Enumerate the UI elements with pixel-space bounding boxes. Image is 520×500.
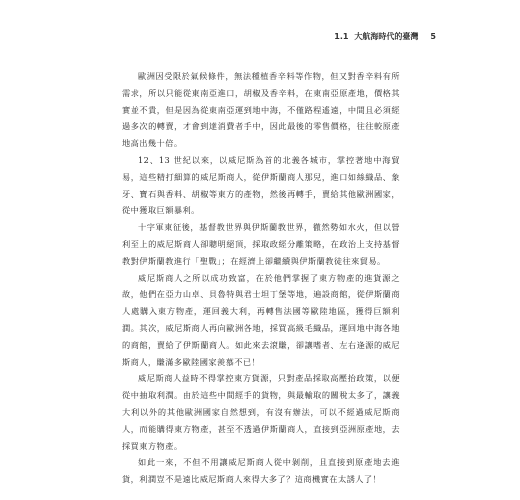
paragraph: 十字軍東征後，基督教世界與伊斯蘭教世界，徹然勢如水火，但以營利至上的威尼斯商人卻聰明絕頂，採取政經分離策略，在政治上支持基督教對伊斯蘭教進行「聖戰」；在經濟上卻繼續與伊斯蘭教徒往來貿易。 — [122, 222, 400, 266]
body-text — [122, 68, 400, 488]
paragraph: 歐洲因受限於氣候條件，無法種植香辛料等作物，但又對香辛料有所需求，所以只能從東南亞進口，胡椒及香辛料，在東南亞原產地，價格其實並不貴，但是因為從東南亞運到地中海，不僅路程遙遠，中間且必須經過多次的轉賣，才會到達消費者手中，因此最後的零售價格，往往較原產地高出幾十倍。 — [122, 71, 400, 149]
paragraph: 威尼斯商人益時不得掌控東方貨源，只對產品採取高壓抬政策，以便從中抽取利潤。由於這些中間經手的貨物，與最輸取的關稅太多了，讓義大利以外的其他歐洲國家自然想到，有沒有辦法，可以不經過威尼斯商人，而能購得東方物產，甚至不透過伊斯蘭商人，直接到亞洲原產地，去採買東方物產。 — [122, 373, 400, 451]
section-number: 1.1 — [334, 32, 349, 41]
paragraph: 12、13 世紀以來，以威尼斯為首的北義各城市，掌控著地中海貿易，這些精打細算的威尼斯商人，從伊斯蘭商人那兒，進口如絲織品、象牙、寶石與香料、胡椒等東方的產物，然後再轉手，賣給其他歐洲國家，從中獲取巨額暴利。 — [122, 154, 400, 216]
chapter-title: 大航海時代的臺灣 — [354, 32, 419, 41]
paragraph: 如此一來，不但不用讓威尼斯商人從中剝削，且直接到原產地去進貨，利潤豈不是遠比威尼斯商人來得大多了？這商機實在太誘人了！ — [122, 457, 400, 485]
paragraph: 威尼斯商人之所以成功致富，在於他們掌握了東方物產的進貨源之故，他們在亞力山卓、貝魯特與君士坦丁堡等地，遍設商館，從伊斯蘭商人處購入東方物產，運回義大利，再轉售法國等歐陸地區，獲得巨額利潤。其次，威尼斯商人再向歐洲各地，採買高級毛織品，運回地中海各地的商館，賣給了伊斯蘭商人。如此來去滾賺，卻讓嗜者、左右逢源的威尼斯商人，賺滿多歐陸國家羨慕不已！ — [122, 272, 400, 367]
running-header — [334, 31, 436, 42]
page-number: 5 — [430, 32, 436, 41]
